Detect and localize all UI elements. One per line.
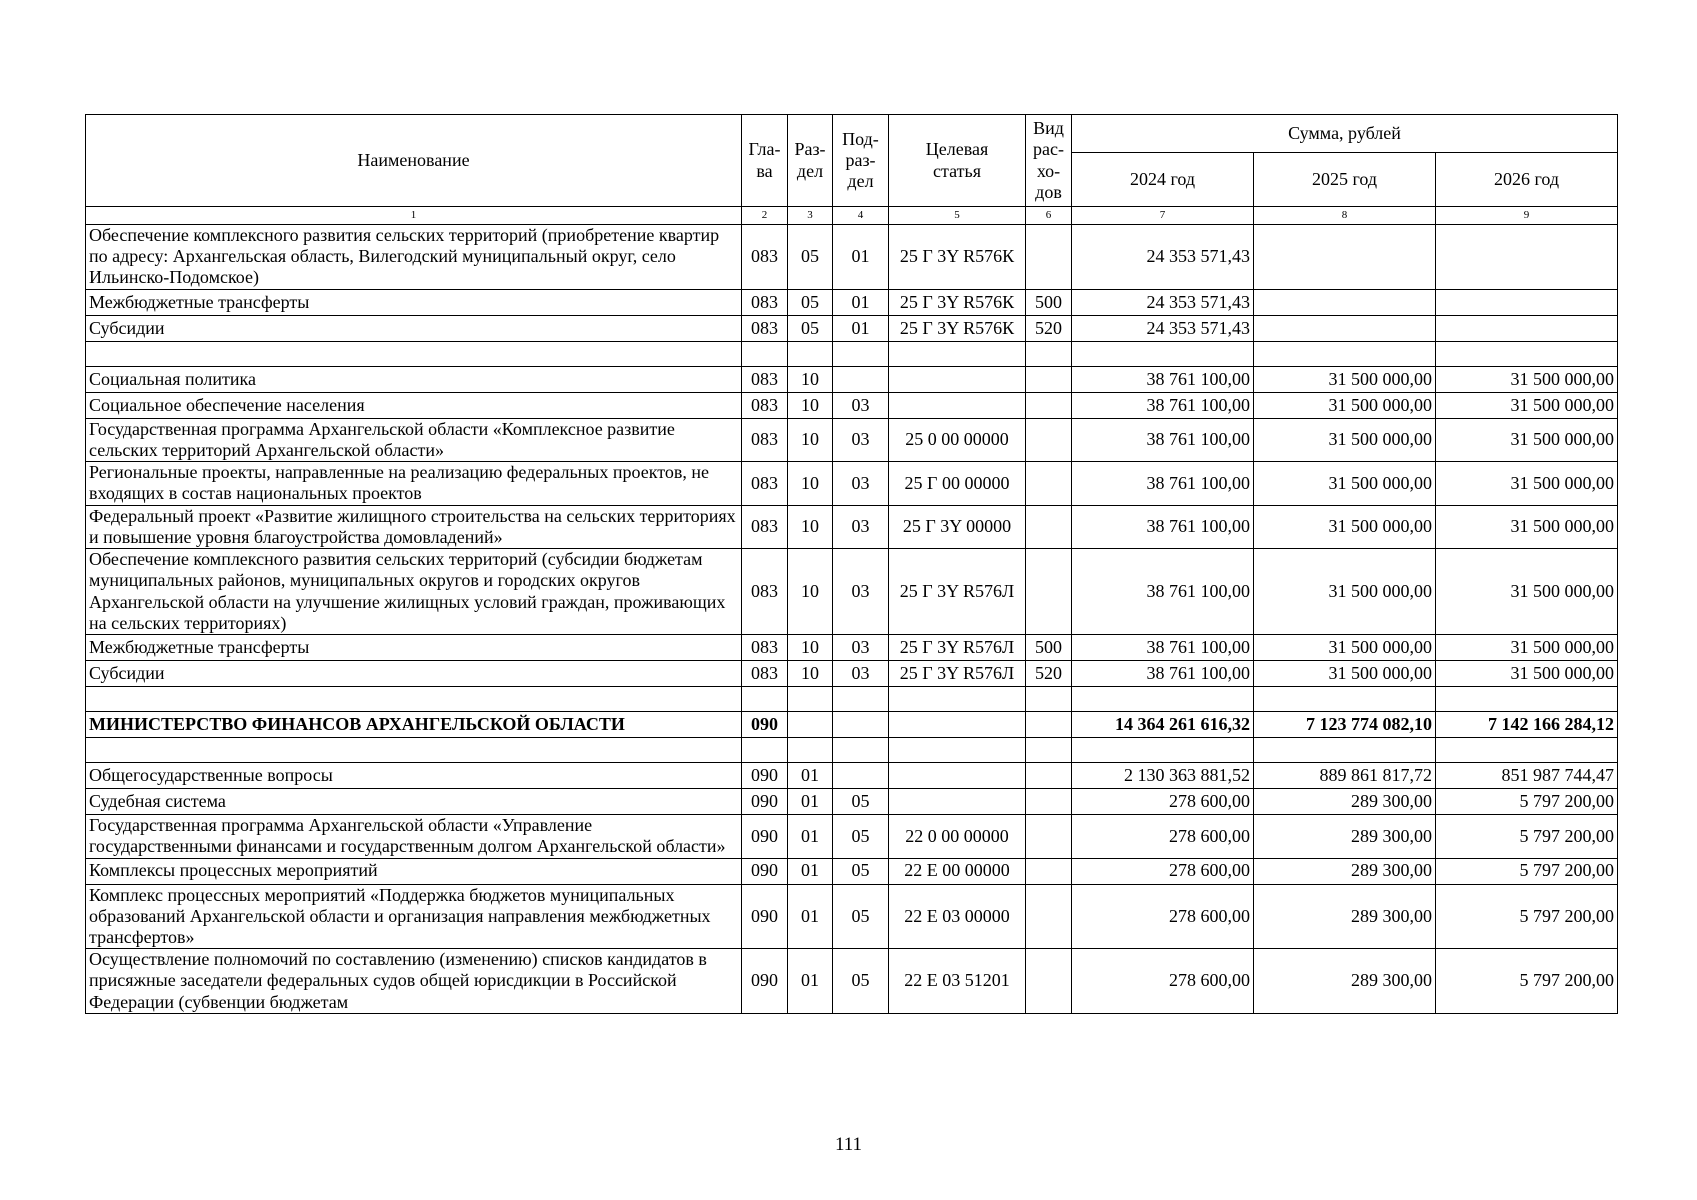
empty-cell (833, 341, 889, 366)
empty-cell (86, 341, 742, 366)
row-sum-2026: 31 500 000,00 (1436, 462, 1618, 505)
row-sum-2025: 289 300,00 (1254, 815, 1436, 858)
row-razdel: 10 (788, 418, 833, 461)
row-sum-2025 (1254, 225, 1436, 290)
row-name: Осуществление полномочий по составлению (изменению) списков кандидатов в присяжные заседатели федеральных судов общей юрисдикции в Российской Федерации (субвенции бюджетам (86, 949, 742, 1014)
row-podrazdel: 01 (833, 315, 889, 341)
row-glava: 090 (742, 815, 788, 858)
empty-cell (742, 341, 788, 366)
row-celevaya-statya: 25 Г 3Y R576Л (889, 549, 1026, 635)
row-glava: 090 (742, 789, 788, 815)
row-glava: 083 (742, 289, 788, 315)
row-glava: 090 (742, 949, 788, 1014)
row-sum-2025: 289 300,00 (1254, 884, 1436, 949)
table-row (86, 315, 1618, 341)
table-row (86, 462, 1618, 505)
row-vid-rashodov: 520 (1026, 661, 1072, 687)
row-celevaya-statya: 25 Г 3Y R576Л (889, 661, 1026, 687)
row-razdel: 05 (788, 225, 833, 290)
row-razdel: 10 (788, 392, 833, 418)
row-razdel (788, 712, 833, 738)
row-sum-2026: 31 500 000,00 (1436, 505, 1618, 548)
row-sum-2025: 31 500 000,00 (1254, 549, 1436, 635)
row-podrazdel: 01 (833, 289, 889, 315)
row-podrazdel: 03 (833, 549, 889, 635)
ministry-row (86, 712, 1618, 738)
row-sum-2026: 5 797 200,00 (1436, 789, 1618, 815)
empty-cell (1436, 738, 1618, 763)
col-number: 1 (86, 207, 742, 225)
row-name: Судебная система (86, 789, 742, 815)
empty-cell (1026, 738, 1072, 763)
row-razdel: 01 (788, 884, 833, 949)
empty-cell (1072, 341, 1254, 366)
row-razdel: 01 (788, 815, 833, 858)
row-sum-2026 (1436, 225, 1618, 290)
row-sum-2026: 5 797 200,00 (1436, 815, 1618, 858)
table-row (86, 225, 1618, 290)
row-sum-2026 (1436, 289, 1618, 315)
row-celevaya-statya (889, 366, 1026, 392)
row-sum-2026: 31 500 000,00 (1436, 392, 1618, 418)
row-glava: 083 (742, 505, 788, 548)
empty-cell (1072, 738, 1254, 763)
row-name: Государственная программа Архангельской области «Комплексное развитие сельских территорий Архангельской области» (86, 418, 742, 461)
row-podrazdel: 05 (833, 789, 889, 815)
empty-cell (1072, 687, 1254, 712)
row-glava: 083 (742, 366, 788, 392)
row-vid-rashodov (1026, 763, 1072, 789)
row-glava: 083 (742, 225, 788, 290)
row-sum-2024: 278 600,00 (1072, 789, 1254, 815)
row-razdel: 01 (788, 763, 833, 789)
row-sum-2024: 38 761 100,00 (1072, 418, 1254, 461)
row-glava: 083 (742, 315, 788, 341)
row-sum-2024: 24 353 571,43 (1072, 225, 1254, 290)
row-sum-2025: 31 500 000,00 (1254, 505, 1436, 548)
header-podrazdel (833, 115, 889, 207)
row-vid-rashodov (1026, 392, 1072, 418)
row-name: Региональные проекты, направленные на реализацию федеральных проектов, не входящих в состав национальных проектов (86, 462, 742, 505)
row-vid-rashodov (1026, 858, 1072, 884)
empty-cell (788, 738, 833, 763)
row-sum-2025: 889 861 817,72 (1254, 763, 1436, 789)
row-name: Обеспечение комплексного развития сельских территорий (субсидии бюджетам муниципальных районов, муниципальных округов и городских округов Архангельской области на улучшение жилищных условий граждан, проживающих на сельских территориях) (86, 549, 742, 635)
table-row (86, 884, 1618, 949)
row-name: Комплексы процессных мероприятий (86, 858, 742, 884)
row-name: Комплекс процессных мероприятий «Поддержка бюджетов муниципальных образований Архангельской области и организация направления межбюджетных трансфертов» (86, 884, 742, 949)
table-row (86, 366, 1618, 392)
row-podrazdel (833, 763, 889, 789)
empty-cell (889, 687, 1026, 712)
col-number: 8 (1254, 207, 1436, 225)
table-row (86, 789, 1618, 815)
row-vid-rashodov (1026, 712, 1072, 738)
row-glava: 090 (742, 884, 788, 949)
row-celevaya-statya: 25 Г 3Y R576К (889, 315, 1026, 341)
row-podrazdel: 03 (833, 635, 889, 661)
row-glava: 083 (742, 661, 788, 687)
row-name: Межбюджетные трансферты (86, 289, 742, 315)
row-vid-rashodov (1026, 225, 1072, 290)
row-sum-2026: 5 797 200,00 (1436, 884, 1618, 949)
row-glava: 083 (742, 392, 788, 418)
row-sum-2025: 31 500 000,00 (1254, 366, 1436, 392)
col-number: 4 (833, 207, 889, 225)
row-vid-rashodov (1026, 549, 1072, 635)
header-name: Наименование (86, 115, 742, 207)
row-sum-2024: 24 353 571,43 (1072, 315, 1254, 341)
col-number: 7 (1072, 207, 1254, 225)
row-sum-2024: 14 364 261 616,32 (1072, 712, 1254, 738)
row-glava: 090 (742, 712, 788, 738)
empty-cell (889, 738, 1026, 763)
empty-cell (833, 738, 889, 763)
row-razdel: 01 (788, 949, 833, 1014)
row-sum-2024: 24 353 571,43 (1072, 289, 1254, 315)
row-podrazdel: 05 (833, 949, 889, 1014)
row-podrazdel: 05 (833, 815, 889, 858)
row-celevaya-statya: 25 0 00 00000 (889, 418, 1026, 461)
row-sum-2024: 38 761 100,00 (1072, 392, 1254, 418)
header-celevaya-text: Целевая статья (925, 139, 989, 181)
table-row (86, 418, 1618, 461)
row-glava: 090 (742, 858, 788, 884)
row-sum-2026: 7 142 166 284,12 (1436, 712, 1618, 738)
row-glava: 083 (742, 549, 788, 635)
row-podrazdel: 03 (833, 661, 889, 687)
row-vid-rashodov: 520 (1026, 315, 1072, 341)
header-celevaya-statya (889, 115, 1026, 207)
row-sum-2024: 38 761 100,00 (1072, 549, 1254, 635)
row-vid-rashodov (1026, 789, 1072, 815)
header-year-2024: 2024 год (1072, 153, 1254, 207)
row-sum-2024: 38 761 100,00 (1072, 366, 1254, 392)
row-celevaya-statya: 25 Г 3Y R576Л (889, 635, 1026, 661)
row-razdel: 10 (788, 635, 833, 661)
table-header-row (86, 115, 1618, 153)
header-vid-rashodov (1026, 115, 1072, 207)
empty-cell (788, 687, 833, 712)
row-vid-rashodov: 500 (1026, 289, 1072, 315)
page-number: 111 (834, 1134, 863, 1155)
row-sum-2025: 31 500 000,00 (1254, 661, 1436, 687)
table-row (86, 635, 1618, 661)
row-vid-rashodov (1026, 884, 1072, 949)
header-vid-text: Вид рас- хо- дов (1033, 118, 1064, 202)
table-row (86, 763, 1618, 789)
row-sum-2024: 278 600,00 (1072, 884, 1254, 949)
row-name: Социальное обеспечение населения (86, 392, 742, 418)
header-glava (742, 115, 788, 207)
row-name: Федеральный проект «Развитие жилищного строительства на сельских территориях и повышение уровня благоустройства домовладений» (86, 505, 742, 548)
table-row (86, 289, 1618, 315)
row-razdel: 05 (788, 315, 833, 341)
row-sum-2026: 31 500 000,00 (1436, 418, 1618, 461)
row-celevaya-statya: 25 Г 3Y R576К (889, 225, 1026, 290)
empty-cell (889, 341, 1026, 366)
row-sum-2025: 31 500 000,00 (1254, 462, 1436, 505)
row-sum-2026: 5 797 200,00 (1436, 858, 1618, 884)
row-celevaya-statya (889, 763, 1026, 789)
table-row (86, 815, 1618, 858)
row-podrazdel: 03 (833, 505, 889, 548)
empty-cell (742, 738, 788, 763)
row-podrazdel (833, 366, 889, 392)
row-name: Субсидии (86, 315, 742, 341)
row-sum-2025: 289 300,00 (1254, 789, 1436, 815)
row-vid-rashodov (1026, 505, 1072, 548)
empty-cell (1436, 341, 1618, 366)
empty-cell (742, 687, 788, 712)
row-sum-2024: 278 600,00 (1072, 949, 1254, 1014)
row-name: МИНИСТЕРСТВО ФИНАНСОВ АРХАНГЕЛЬСКОЙ ОБЛАСТИ (86, 712, 742, 738)
empty-cell (833, 687, 889, 712)
row-celevaya-statya: 22 Е 00 00000 (889, 858, 1026, 884)
row-celevaya-statya: 22 Е 03 51201 (889, 949, 1026, 1014)
row-razdel: 10 (788, 661, 833, 687)
row-celevaya-statya: 25 Г 3Y R576К (889, 289, 1026, 315)
row-sum-2025: 289 300,00 (1254, 949, 1436, 1014)
row-podrazdel (833, 712, 889, 738)
col-number: 3 (788, 207, 833, 225)
row-celevaya-statya: 25 Г 00 00000 (889, 462, 1026, 505)
row-sum-2024: 278 600,00 (1072, 858, 1254, 884)
header-year-2026: 2026 год (1436, 153, 1618, 207)
row-name: Социальная политика (86, 366, 742, 392)
row-sum-2025: 289 300,00 (1254, 858, 1436, 884)
row-sum-2026 (1436, 315, 1618, 341)
row-razdel: 10 (788, 462, 833, 505)
row-sum-2025: 31 500 000,00 (1254, 418, 1436, 461)
row-sum-2024: 38 761 100,00 (1072, 635, 1254, 661)
row-sum-2026: 5 797 200,00 (1436, 949, 1618, 1014)
row-celevaya-statya (889, 789, 1026, 815)
row-celevaya-statya (889, 392, 1026, 418)
spacer-row (86, 687, 1618, 712)
row-podrazdel: 03 (833, 462, 889, 505)
header-summa: Сумма, рублей (1072, 115, 1618, 153)
row-glava: 090 (742, 763, 788, 789)
header-razdel-text: Раз- дел (794, 139, 826, 181)
empty-cell (1026, 687, 1072, 712)
spacer-row (86, 738, 1618, 763)
row-sum-2025: 7 123 774 082,10 (1254, 712, 1436, 738)
row-podrazdel: 03 (833, 392, 889, 418)
header-razdel (788, 115, 833, 207)
row-name: Субсидии (86, 661, 742, 687)
row-razdel: 01 (788, 789, 833, 815)
row-podrazdel: 03 (833, 418, 889, 461)
row-sum-2024: 38 761 100,00 (1072, 462, 1254, 505)
row-razdel: 05 (788, 289, 833, 315)
row-celevaya-statya: 25 Г 3Y 00000 (889, 505, 1026, 548)
row-celevaya-statya (889, 712, 1026, 738)
row-glava: 083 (742, 418, 788, 461)
empty-cell (1026, 341, 1072, 366)
row-sum-2025 (1254, 315, 1436, 341)
row-name: Обеспечение комплексного развития сельских территорий (приобретение квартир по адресу: Архангельская область, Вилегодский муниципальный округ, село Ильинско-Подомское) (86, 225, 742, 290)
row-razdel: 10 (788, 366, 833, 392)
budget-table (85, 114, 1618, 1014)
row-sum-2026: 31 500 000,00 (1436, 549, 1618, 635)
row-sum-2026: 31 500 000,00 (1436, 635, 1618, 661)
row-name: Межбюджетные трансферты (86, 635, 742, 661)
row-podrazdel: 01 (833, 225, 889, 290)
row-sum-2024: 278 600,00 (1072, 815, 1254, 858)
row-podrazdel: 05 (833, 884, 889, 949)
row-razdel: 10 (788, 505, 833, 548)
row-vid-rashodov (1026, 949, 1072, 1014)
spacer-row (86, 341, 1618, 366)
row-glava: 083 (742, 462, 788, 505)
row-sum-2026: 31 500 000,00 (1436, 661, 1618, 687)
col-number: 9 (1436, 207, 1618, 225)
row-razdel: 10 (788, 549, 833, 635)
empty-cell (1254, 687, 1436, 712)
row-celevaya-statya: 22 Е 03 00000 (889, 884, 1026, 949)
empty-cell (788, 341, 833, 366)
empty-cell (86, 687, 742, 712)
table-row (86, 949, 1618, 1014)
row-vid-rashodov (1026, 418, 1072, 461)
row-sum-2026: 31 500 000,00 (1436, 366, 1618, 392)
row-sum-2024: 2 130 363 881,52 (1072, 763, 1254, 789)
row-sum-2025: 31 500 000,00 (1254, 392, 1436, 418)
row-sum-2024: 38 761 100,00 (1072, 661, 1254, 687)
row-podrazdel: 05 (833, 858, 889, 884)
row-vid-rashodov (1026, 815, 1072, 858)
empty-cell (1254, 341, 1436, 366)
row-name: Общегосударственные вопросы (86, 763, 742, 789)
table-row (86, 661, 1618, 687)
empty-cell (1254, 738, 1436, 763)
row-sum-2024: 38 761 100,00 (1072, 505, 1254, 548)
table-row (86, 392, 1618, 418)
col-number: 2 (742, 207, 788, 225)
table-row (86, 549, 1618, 635)
header-glava-text: Гла- ва (748, 139, 781, 181)
col-number: 6 (1026, 207, 1072, 225)
col-number: 5 (889, 207, 1026, 225)
row-sum-2026: 851 987 744,47 (1436, 763, 1618, 789)
row-vid-rashodov: 500 (1026, 635, 1072, 661)
empty-cell (1436, 687, 1618, 712)
row-vid-rashodov (1026, 366, 1072, 392)
row-glava: 083 (742, 635, 788, 661)
table-row (86, 858, 1618, 884)
row-name: Государственная программа Архангельской области «Управление государственными финансами и государственным долгом Архангельской области» (86, 815, 742, 858)
header-year-2025: 2025 год (1254, 153, 1436, 207)
row-celevaya-statya: 22 0 00 00000 (889, 815, 1026, 858)
column-number-row (86, 207, 1618, 225)
row-vid-rashodov (1026, 462, 1072, 505)
table-row (86, 505, 1618, 548)
row-sum-2025 (1254, 289, 1436, 315)
row-sum-2025: 31 500 000,00 (1254, 635, 1436, 661)
empty-cell (86, 738, 742, 763)
header-podrazdel-text: Под- раз- дел (842, 128, 879, 192)
row-razdel: 01 (788, 858, 833, 884)
